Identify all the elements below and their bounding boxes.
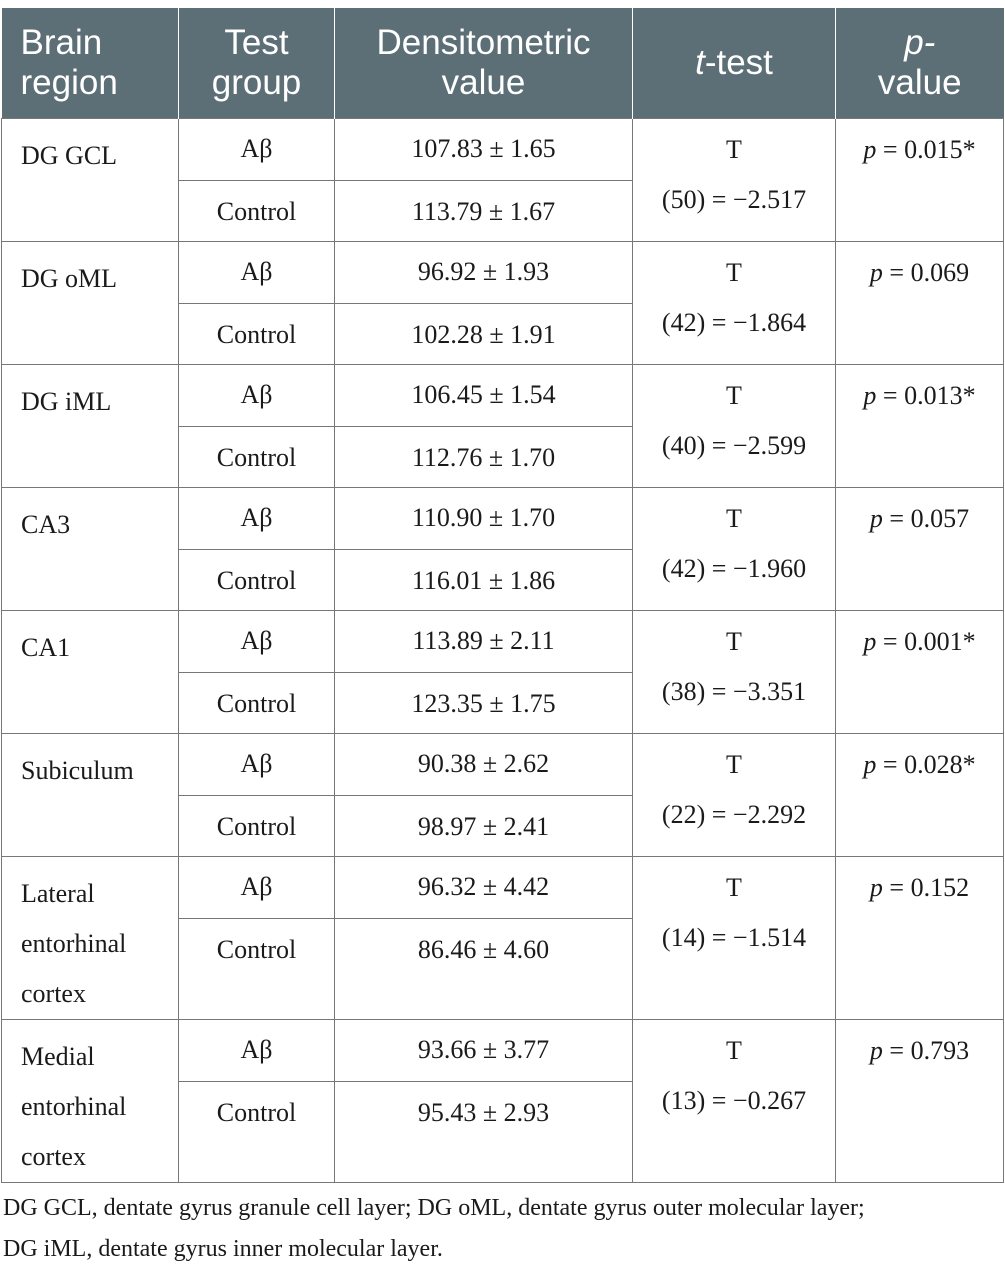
header-row — [2, 8, 1004, 118]
cell-t-test — [633, 733, 836, 856]
cell-densitometric-value: 110.90 ± 1.70 — [335, 487, 633, 549]
header-brain-region: Brain region — [2, 8, 179, 118]
p-number: = 0.028* — [876, 749, 976, 779]
cell-densitometric-value: 113.79 ± 1.67 — [335, 180, 633, 241]
cell-p-value — [836, 856, 1004, 1019]
cell-brain-region: CA3 — [2, 487, 179, 610]
cell-test-group: Aβ — [179, 610, 335, 672]
t-statistic-value: (13) = −0.267 — [661, 1085, 807, 1115]
cell-t-test — [633, 610, 836, 733]
cell-densitometric-value: 102.28 ± 1.91 — [335, 303, 633, 364]
t-statistic-value: (14) = −1.514 — [661, 922, 807, 952]
cell-t-test — [633, 241, 836, 364]
table-row — [2, 1019, 1004, 1081]
table-row — [2, 364, 1004, 426]
cell-densitometric-value: 96.92 ± 1.93 — [335, 241, 633, 303]
t-statistic-label: T — [726, 503, 742, 533]
p-symbol: p — [863, 626, 877, 656]
t-statistic-label: T — [726, 1035, 742, 1065]
cell-brain-region: Medial entorhinal cortex — [2, 1019, 179, 1182]
cell-brain-region: DG oML — [2, 241, 179, 364]
cell-test-group: Aβ — [179, 364, 335, 426]
p-symbol: p — [869, 257, 883, 287]
p-number: = 0.001* — [876, 626, 976, 656]
cell-p-value — [836, 364, 1004, 487]
cell-densitometric-value: 123.35 ± 1.75 — [335, 672, 633, 733]
cell-test-group: Control — [179, 303, 335, 364]
cell-brain-region: DG iML — [2, 364, 179, 487]
cell-test-group: Aβ — [179, 241, 335, 303]
t-statistic-value: (38) = −3.351 — [661, 676, 807, 706]
cell-densitometric-value: 93.66 ± 3.77 — [335, 1019, 633, 1081]
t-statistic-value: (40) = −2.599 — [661, 430, 807, 460]
t-statistic-value: (22) = −2.292 — [661, 799, 807, 829]
cell-densitometric-value: 86.46 ± 4.60 — [335, 918, 633, 1019]
cell-t-test — [633, 1019, 836, 1182]
cell-test-group: Aβ — [179, 856, 335, 918]
footnote-line-2: DG iML, dentate gyrus inner molecular layer. — [3, 1236, 443, 1262]
cell-p-value — [836, 610, 1004, 733]
header-densitometric-value: Densitometric value — [335, 8, 633, 118]
cell-densitometric-value: 112.76 ± 1.70 — [335, 426, 633, 487]
cell-test-group: Control — [179, 180, 335, 241]
cell-test-group: Aβ — [179, 1019, 335, 1081]
cell-t-test — [633, 118, 836, 241]
cell-test-group: Control — [179, 426, 335, 487]
p-number: = 0.069 — [882, 257, 970, 287]
table-row — [2, 733, 1004, 795]
results-table — [1, 8, 1004, 1183]
cell-test-group: Aβ — [179, 733, 335, 795]
p-symbol: p — [863, 749, 877, 779]
p-symbol: p — [863, 380, 877, 410]
t-statistic-value: (42) = −1.960 — [661, 553, 807, 583]
cell-densitometric-value: 106.45 ± 1.54 — [335, 364, 633, 426]
table-footnote — [3, 1188, 1003, 1270]
table-row — [2, 118, 1004, 180]
p-number: = 0.793 — [882, 1035, 970, 1065]
t-statistic-label: T — [726, 872, 742, 902]
cell-brain-region: Subiculum — [2, 733, 179, 856]
cell-test-group: Control — [179, 918, 335, 1019]
table-row — [2, 241, 1004, 303]
cell-densitometric-value: 113.89 ± 2.11 — [335, 610, 633, 672]
cell-p-value — [836, 487, 1004, 610]
t-statistic-label: T — [726, 380, 742, 410]
p-number: = 0.015* — [876, 134, 976, 164]
t-statistic-label: T — [726, 626, 742, 656]
header-t-test: t-test — [633, 8, 836, 118]
p-number: = 0.013* — [876, 380, 976, 410]
p-symbol: p — [869, 1035, 883, 1065]
cell-test-group: Control — [179, 1081, 335, 1182]
cell-t-test — [633, 487, 836, 610]
cell-brain-region: Lateral entorhinal cortex — [2, 856, 179, 1019]
p-symbol: p — [869, 872, 883, 902]
cell-p-value — [836, 1019, 1004, 1182]
p-number: = 0.057 — [882, 503, 970, 533]
footnote-line-1: DG GCL, dentate gyrus granule cell layer; DG oML, dentate gyrus outer molecular layer; — [3, 1195, 865, 1221]
cell-test-group: Control — [179, 549, 335, 610]
cell-densitometric-value: 96.32 ± 4.42 — [335, 856, 633, 918]
t-statistic-label: T — [726, 134, 742, 164]
p-symbol: p — [863, 134, 877, 164]
table-row — [2, 856, 1004, 918]
t-statistic-value: (50) = −2.517 — [661, 184, 807, 214]
cell-test-group: Control — [179, 795, 335, 856]
table-row — [2, 487, 1004, 549]
cell-test-group: Control — [179, 672, 335, 733]
header-p-value: p- value — [836, 8, 1004, 118]
table-body — [2, 118, 1004, 1182]
cell-brain-region: DG GCL — [2, 118, 179, 241]
cell-test-group: Aβ — [179, 118, 335, 180]
cell-p-value — [836, 118, 1004, 241]
table-row — [2, 610, 1004, 672]
cell-densitometric-value: 116.01 ± 1.86 — [335, 549, 633, 610]
cell-densitometric-value: 95.43 ± 2.93 — [335, 1081, 633, 1182]
cell-densitometric-value: 107.83 ± 1.65 — [335, 118, 633, 180]
cell-t-test — [633, 856, 836, 1019]
t-statistic-value: (42) = −1.864 — [661, 307, 807, 337]
header-test-group: Test group — [179, 8, 335, 118]
cell-test-group: Aβ — [179, 487, 335, 549]
p-number: = 0.152 — [882, 872, 970, 902]
cell-densitometric-value: 98.97 ± 2.41 — [335, 795, 633, 856]
cell-p-value — [836, 733, 1004, 856]
cell-t-test — [633, 364, 836, 487]
cell-brain-region: CA1 — [2, 610, 179, 733]
p-symbol: p — [869, 503, 883, 533]
cell-p-value — [836, 241, 1004, 364]
t-statistic-label: T — [726, 749, 742, 779]
cell-densitometric-value: 90.38 ± 2.62 — [335, 733, 633, 795]
t-statistic-label: T — [726, 257, 742, 287]
